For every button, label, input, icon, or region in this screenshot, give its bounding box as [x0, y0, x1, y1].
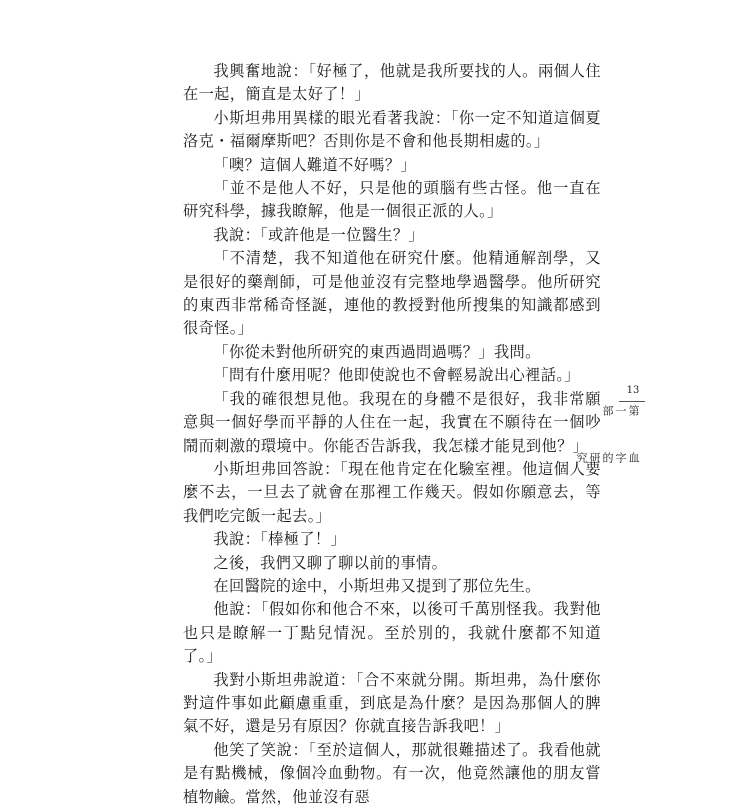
paragraph: 小斯坦弗用異樣的眼光看著我說：「你一定不知道這個夏洛克・福爾摩斯吧？否則你是不會和他長期相處的。」 — [183, 108, 601, 151]
paragraph: 「我的確很想見他。我現在的身體不是很好，我非常願意與一個好學而平靜的人住在一起，我實在不願待在一個吵鬧而刺激的環境中。你能否告訴我，我怎樣才能見到他？」 — [183, 389, 601, 455]
page-number: 13 — [626, 385, 640, 396]
paragraph: 我對小斯坦弗說道：「合不來就分開。斯坦弗，為什麼你對這件事如此顧慮重重，到底是為什麼？是因為那個人的脾氣不好，還是另有原因？你就直接告訴我吧！」 — [183, 670, 601, 736]
paragraph: 小斯坦弗回答說：「現在他肯定在化驗室裡。他這個人要麼不去，一旦去了就會在那裡工作幾天。假如你願意去，等我們吃完飯一起去。」 — [183, 459, 601, 525]
part-label: 第一部 — [601, 405, 640, 416]
chapter-title: 血字的研究 — [575, 452, 640, 463]
paragraph: 他說：「假如你和他合不來，以後可千萬別怪我。我對他也只是瞭解一丁點兒情況。至於別的，我就什麼都不知道了。」 — [183, 600, 601, 666]
paragraph: 「不清楚，我不知道他在研究什麼。他精通解剖學，又是很好的藥劑師，可是他並沒有完整地學過醫學。他所研究的東西非常稀奇怪誕，連他的教授對他所搜集的知識都感到很奇怪。」 — [183, 249, 601, 338]
body-text — [183, 60, 601, 809]
paragraph: 「問有什麼用呢？他即使說也不會輕易說出心裡話。」 — [213, 366, 580, 385]
paragraph: 在回醫院的途中，小斯坦弗又提到了那位先生。 — [213, 576, 541, 595]
paragraph: 我興奮地說：「好極了，他就是我所要找的人。兩個人住在一起，簡直是太好了！」 — [183, 62, 601, 104]
paragraph: 「噢？這個人難道不好嗎？」 — [213, 155, 417, 174]
side-divider — [619, 401, 645, 402]
paragraph: 「你從未對他所研究的東西過問過嗎？」我問。 — [213, 342, 541, 361]
paragraph: 「並不是他人不好，只是他的頭腦有些古怪。他一直在研究科學，據我瞭解，他是一個很正派的人。」 — [183, 179, 601, 221]
paragraph: 我說：「或許他是一位醫生？」 — [213, 225, 425, 244]
paragraph: 我說：「棒極了！」 — [213, 530, 347, 549]
paragraph: 之後，我們又聊了聊以前的事情。 — [213, 553, 448, 572]
paragraph: 他笑了笑說：「至於這個人，那就很難描述了。我看他就是有點機械，像個冷血動物。有一次，他竟然讓他的朋友嘗植物鹼。當然，他並沒有惡 — [183, 740, 601, 806]
